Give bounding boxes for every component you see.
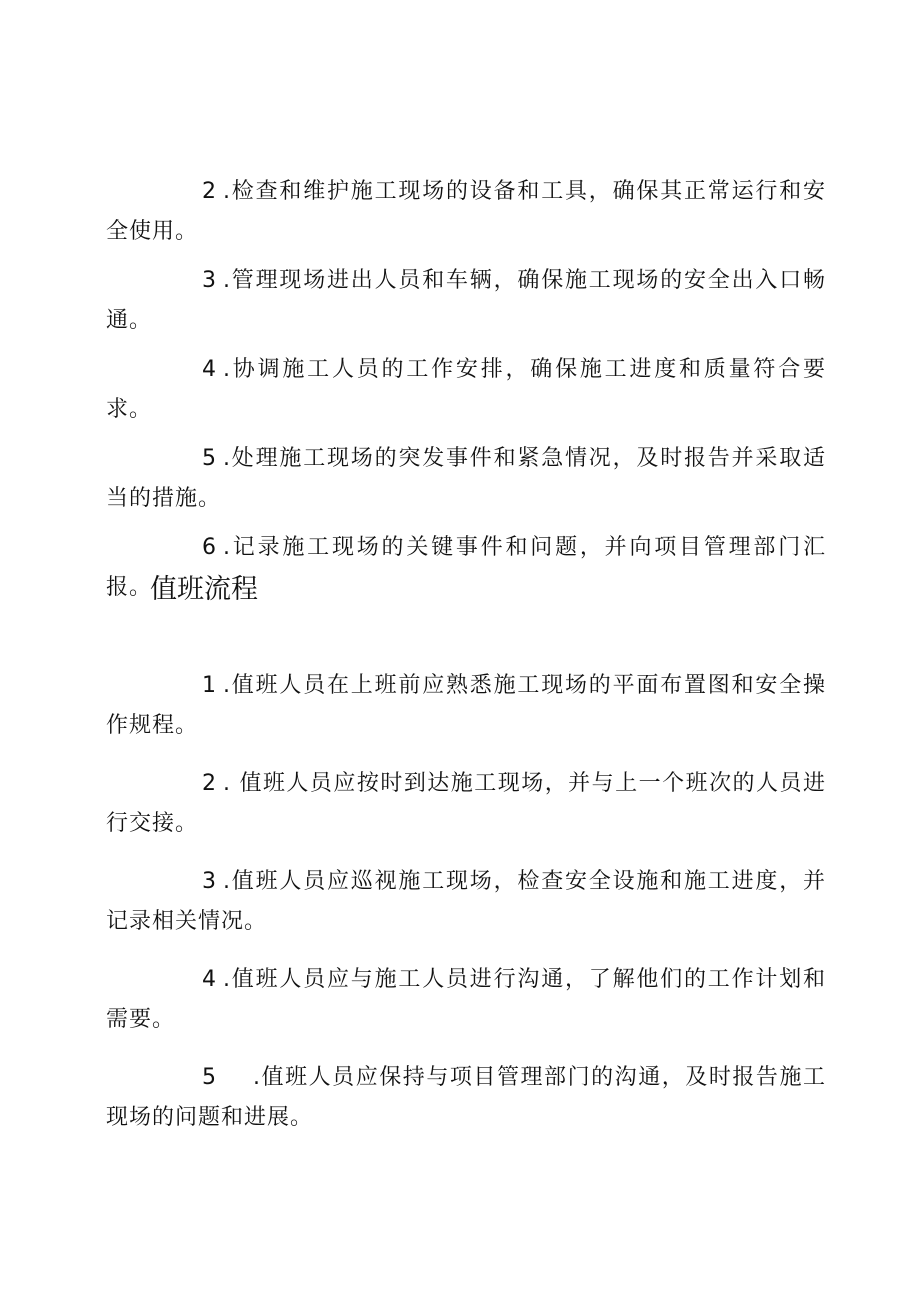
list-item [106,764,826,844]
item-number: 5 [202,1065,217,1090]
list-item [106,862,826,942]
list-item [106,439,826,519]
item-number: 2 [202,179,217,204]
section2-list [106,666,826,1138]
item-text: . 值班人员应按时到达施工现场，并与上一个班次的人员进行交接。 [106,771,826,836]
item-text: .值班人员在上班前应熟悉施工现场的平面布置图和安全操作规程。 [106,673,826,738]
list-item [106,172,826,252]
item-text: .处理施工现场的突发事件和紧急情况，及时报告并采取适当的措施。 [106,446,826,511]
section-heading: 值班流程 [150,574,258,605]
item-text: .值班人员应巡视施工现场，检查安全设施和施工进度，并记录相关情况。 [106,869,826,934]
list-item [106,1058,826,1138]
list-item [106,261,826,341]
item-number: 4 [202,967,217,992]
item-text: .值班人员应保持与项目管理部门的沟通，及时报告施工现场的问题和进展。 [106,1065,826,1130]
item-number: 1 [202,673,217,698]
item-text: .值班人员应与施工人员进行沟通，了解他们的工作计划和需要。 [106,967,826,1032]
item-number: 4 [202,357,217,382]
item-number: 6 [202,535,217,560]
item-number: 5 [202,446,217,471]
list-item [106,350,826,430]
list-item [106,960,826,1040]
item-text: .管理现场进出人员和车辆，确保施工现场的安全出入口畅通。 [106,268,826,333]
item-text: .检查和维护施工现场的设备和工具，确保其正常运行和安全使用。 [106,179,826,244]
item-number: 3 [202,869,217,894]
item-number: 3 [202,268,217,293]
item-text: .记录施工现场的关键事件和问题，并向项目管理部门汇报。 [106,535,826,600]
item-text: .协调施工人员的工作安排，确保施工进度和质量符合要求。 [106,357,826,422]
item-number: 2 [202,771,217,796]
section1-list [106,172,826,608]
list-item [106,666,826,746]
